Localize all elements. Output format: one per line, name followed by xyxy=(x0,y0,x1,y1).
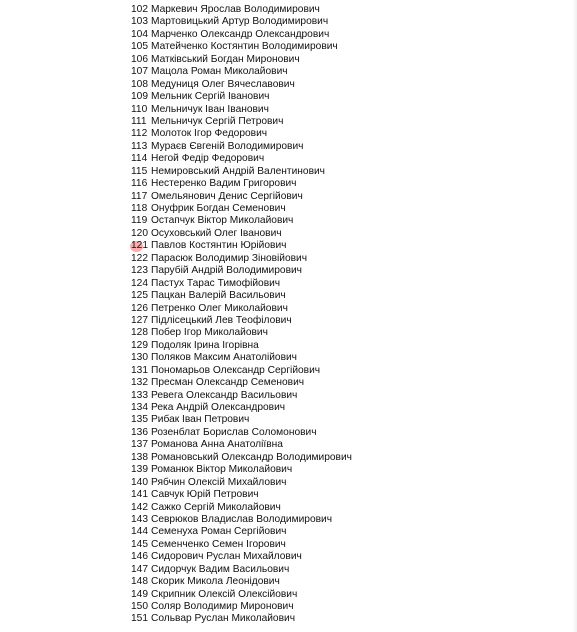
row-number-text: 108 xyxy=(131,78,148,90)
row-number-text: 150 xyxy=(131,601,148,612)
row-number xyxy=(131,116,151,128)
row-number-text: 118 xyxy=(131,203,148,214)
list-item xyxy=(131,439,352,451)
row-number xyxy=(131,178,151,190)
person-name: Соляр Володимир Миронович xyxy=(151,601,294,612)
row-number-text: 146 xyxy=(131,551,148,563)
row-number-text: 110 xyxy=(131,103,148,115)
row-number xyxy=(131,215,151,227)
row-number-text: 141 xyxy=(131,489,148,501)
list-item xyxy=(131,41,352,53)
person-name: Семенченко Семен Ігорович xyxy=(151,538,286,550)
person-name: Розенблат Борислав Соломонович xyxy=(151,426,317,438)
row-number-text: 129 xyxy=(131,339,148,351)
row-number xyxy=(131,253,151,265)
row-number xyxy=(131,104,151,116)
row-number-text: 133 xyxy=(131,389,148,401)
row-number xyxy=(131,66,151,78)
person-name: Негой Федір Федорович xyxy=(151,153,265,165)
row-number xyxy=(131,377,151,389)
row-number-text: 106 xyxy=(131,53,148,65)
person-name: Романюк Віктор Миколайович xyxy=(151,464,293,476)
list-item xyxy=(131,576,352,588)
person-name: Сидорович Руслан Михайлович xyxy=(151,551,302,563)
row-number xyxy=(131,203,151,215)
person-name: Подоляк Ірина Ігорівна xyxy=(151,339,259,351)
list-item xyxy=(131,589,352,601)
row-number xyxy=(131,91,151,103)
row-number xyxy=(131,414,151,426)
row-number-text: 116 xyxy=(131,178,148,190)
list-item xyxy=(131,66,352,78)
person-name: Молоток Ігор Федорович xyxy=(151,128,268,140)
row-number xyxy=(131,564,151,576)
row-number xyxy=(131,402,151,414)
row-number-text: 104 xyxy=(131,28,148,40)
person-name: Мельник Сергій Іванович xyxy=(151,91,270,103)
person-name: Маркевич Ярослав Володимирович xyxy=(151,4,320,15)
row-number xyxy=(131,153,151,165)
person-name: Петренко Олег Миколайович xyxy=(151,302,288,314)
person-name: Мураєв Євгеній Володимирович xyxy=(151,140,304,152)
row-number xyxy=(131,191,151,203)
list-item xyxy=(131,526,352,538)
row-number-text: 135 xyxy=(131,414,148,426)
row-number xyxy=(131,464,151,476)
row-number-text: 117 xyxy=(131,190,148,202)
person-name: Пацкан Валерій Васильович xyxy=(151,290,286,302)
person-name: Побер Ігор Миколайович xyxy=(151,327,268,339)
list-item xyxy=(131,414,352,426)
row-number xyxy=(131,427,151,439)
person-name: Сажко Сергій Миколайович xyxy=(151,501,281,513)
row-number xyxy=(131,352,151,364)
person-name: Остапчук Віктор Миколайович xyxy=(151,215,294,227)
row-number-text: 140 xyxy=(131,476,148,488)
row-number-text: 123 xyxy=(131,265,148,277)
person-name: Река Андрій Олександрович xyxy=(151,402,286,413)
list-item xyxy=(131,601,352,613)
row-number xyxy=(131,452,151,464)
row-number-text: 134 xyxy=(131,402,148,413)
row-number xyxy=(131,489,151,501)
page-edge-shadow xyxy=(572,0,577,632)
row-number-text: 139 xyxy=(131,464,148,476)
row-number-text: 136 xyxy=(131,426,148,438)
list-item xyxy=(131,477,352,489)
row-number-text: 109 xyxy=(131,91,148,103)
row-number xyxy=(131,601,151,613)
person-name: Матейченко Костянтин Володимирович xyxy=(151,41,338,53)
row-number-text: 125 xyxy=(131,290,148,302)
list-item xyxy=(131,390,352,402)
row-number xyxy=(131,54,151,66)
row-number-text: 120 xyxy=(131,227,148,239)
list-item xyxy=(131,191,352,203)
row-number xyxy=(131,265,151,277)
row-number-text: 127 xyxy=(131,314,148,326)
row-number-text: 105 xyxy=(131,41,148,53)
row-number xyxy=(131,589,151,601)
row-number xyxy=(131,278,151,290)
row-number xyxy=(131,166,151,178)
person-name: Скрипник Олексій Олексійович xyxy=(151,588,298,600)
list-item xyxy=(131,551,352,563)
row-number-text: 115 xyxy=(131,165,148,177)
row-number-text: 111 xyxy=(131,115,147,127)
list-item xyxy=(131,166,352,178)
person-name: Парубій Андрій Володимирович xyxy=(151,265,302,277)
highlighted-row-number xyxy=(131,240,151,252)
person-name: Онуфрик Богдан Семенович xyxy=(151,203,286,214)
row-number xyxy=(131,390,151,402)
row-number xyxy=(131,514,151,526)
row-number-text: 121 xyxy=(131,240,148,252)
person-name: Ревега Олександр Васильович xyxy=(151,389,298,401)
person-name: Романова Анна Анатоліївна xyxy=(151,439,283,451)
person-name: Пономарьов Олександр Сергійович xyxy=(151,364,321,376)
list-item xyxy=(131,54,352,66)
row-number xyxy=(131,365,151,377)
person-name: Пресман Олександр Семенович xyxy=(151,377,305,389)
person-name: Мацола Роман Миколайович xyxy=(151,66,288,78)
person-name: Підлісецький Лев Теофілович xyxy=(151,314,292,326)
list-item xyxy=(131,265,352,277)
row-number-text: 107 xyxy=(131,66,148,78)
row-number-text: 137 xyxy=(131,439,148,451)
list-item xyxy=(131,128,352,140)
row-number-text: 122 xyxy=(131,252,148,264)
row-number xyxy=(131,303,151,315)
row-number-text: 131 xyxy=(131,364,148,376)
row-number xyxy=(131,29,151,41)
row-number xyxy=(131,327,151,339)
person-name: Савчук Юрій Петрович xyxy=(151,489,259,501)
row-number xyxy=(131,141,151,153)
deputies-list xyxy=(131,4,352,626)
row-number-text: 114 xyxy=(131,153,148,165)
row-number xyxy=(131,228,151,240)
row-number-text: 102 xyxy=(131,4,148,15)
list-item xyxy=(131,104,352,116)
list-item xyxy=(131,464,352,476)
person-name: Матківський Богдан Миронович xyxy=(151,53,300,65)
row-number-text: 148 xyxy=(131,576,148,588)
row-number xyxy=(131,439,151,451)
row-number xyxy=(131,16,151,28)
list-item xyxy=(131,303,352,315)
person-name: Омельянович Денис Сергійович xyxy=(151,190,303,202)
row-number xyxy=(131,340,151,352)
list-item xyxy=(131,141,352,153)
row-number-text: 142 xyxy=(131,501,148,513)
person-name: Семенуха Роман Сергійович xyxy=(151,526,287,538)
row-number-text: 128 xyxy=(131,327,148,339)
person-name: Марченко Олександр Олександрович xyxy=(151,28,330,40)
row-number xyxy=(131,4,151,16)
row-number-text: 112 xyxy=(131,128,148,140)
row-number-text: 144 xyxy=(131,526,148,538)
list-item xyxy=(131,315,352,327)
list-item xyxy=(131,489,352,501)
list-item xyxy=(131,427,352,439)
list-item xyxy=(131,178,352,190)
person-name: Мартовицький Артур Володимирович xyxy=(151,16,329,28)
row-number xyxy=(131,477,151,489)
list-item xyxy=(131,514,352,526)
person-name: Скорик Микола Леонідович xyxy=(151,576,280,588)
person-name: Мельничук Іван Іванович xyxy=(151,103,269,115)
row-number xyxy=(131,502,151,514)
list-item xyxy=(131,153,352,165)
row-number-text: 119 xyxy=(131,215,148,227)
row-number-text: 143 xyxy=(131,513,148,525)
row-number xyxy=(131,79,151,91)
list-item xyxy=(131,203,352,215)
person-name: Рябчин Олексій Михайлович xyxy=(151,476,287,488)
list-item xyxy=(131,327,352,339)
person-name: Нестеренко Вадим Григорович xyxy=(151,178,297,190)
list-item xyxy=(131,564,352,576)
list-item xyxy=(131,402,352,414)
list-item xyxy=(131,278,352,290)
row-number-text: 138 xyxy=(131,451,148,463)
list-item xyxy=(131,352,352,364)
person-name: Мельничук Сергій Петрович xyxy=(151,115,284,127)
person-name: Сольвар Руслан Миколайович xyxy=(151,613,296,625)
list-item xyxy=(131,340,352,352)
person-name: Сидорчук Вадим Васильович xyxy=(151,563,290,575)
row-number-text: 151 xyxy=(131,613,148,625)
person-name: Романовський Олександр Володимирович xyxy=(151,451,352,463)
row-number-text: 145 xyxy=(131,538,148,550)
row-number-text: 103 xyxy=(131,16,148,28)
person-name: Пастух Тарас Тимофійович xyxy=(151,277,281,289)
list-item xyxy=(131,240,352,252)
list-item xyxy=(131,4,352,16)
row-number-text: 113 xyxy=(131,140,148,152)
row-number-text: 132 xyxy=(131,377,148,389)
list-item xyxy=(131,116,352,128)
row-number xyxy=(131,41,151,53)
person-name: Осуховський Олег Іванович xyxy=(151,227,282,239)
row-number xyxy=(131,526,151,538)
row-number-text: 147 xyxy=(131,563,148,575)
row-number xyxy=(131,613,151,625)
row-number xyxy=(131,551,151,563)
list-item xyxy=(131,613,352,625)
list-item xyxy=(131,29,352,41)
row-number xyxy=(131,576,151,588)
list-item xyxy=(131,253,352,265)
row-number-text: 126 xyxy=(131,302,148,314)
row-number-text: 124 xyxy=(131,277,148,289)
list-item xyxy=(131,290,352,302)
list-item xyxy=(131,91,352,103)
person-name: Парасюк Володимир Зіновійович xyxy=(151,252,308,264)
person-name: Рибак Іван Петрович xyxy=(151,414,250,426)
row-number xyxy=(131,539,151,551)
list-item xyxy=(131,502,352,514)
list-item xyxy=(131,79,352,91)
list-item xyxy=(131,539,352,551)
person-name: Севрюков Владислав Володимирович xyxy=(151,513,333,525)
row-number xyxy=(131,315,151,327)
list-item xyxy=(131,452,352,464)
row-number xyxy=(131,128,151,140)
person-name: Немировський Андрій Валентинович xyxy=(151,165,325,177)
row-number-text: 130 xyxy=(131,352,148,364)
list-item xyxy=(131,215,352,227)
row-number xyxy=(131,290,151,302)
person-name: Медуниця Олег Вячеславович xyxy=(151,78,295,90)
list-item xyxy=(131,377,352,389)
list-item xyxy=(131,228,352,240)
row-number-text: 149 xyxy=(131,588,148,600)
list-item xyxy=(131,16,352,28)
person-name: Павлов Костянтин Юрійович xyxy=(151,240,287,252)
person-name: Поляков Максим Анатолійович xyxy=(151,352,297,364)
list-item xyxy=(131,365,352,377)
